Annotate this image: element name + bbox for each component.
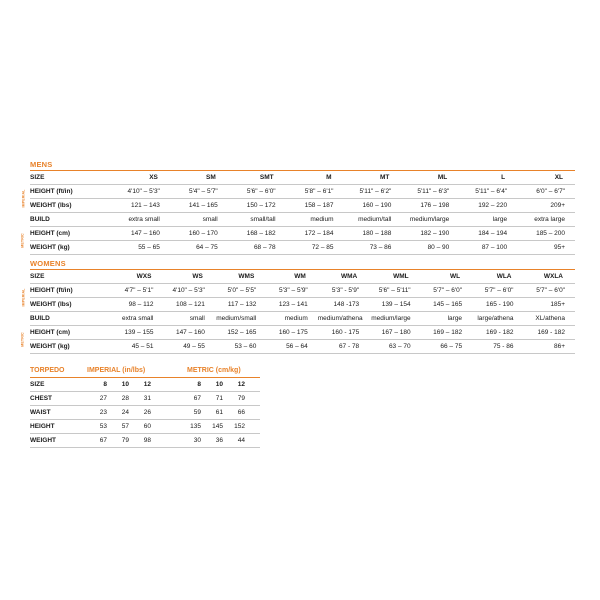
size-header: 12: [226, 378, 248, 392]
table-row: [30, 171, 575, 185]
table-row: [30, 378, 260, 392]
table-cell: 45 – 51: [112, 340, 163, 354]
table-cell: 49 – 55: [163, 340, 214, 354]
table-cell: 184 – 194: [459, 227, 517, 241]
table-cell: 169 - 182: [524, 326, 576, 340]
table-cell: medium/tall: [344, 213, 402, 227]
table-cell: 209+: [517, 199, 575, 213]
table-cell: 80 – 90: [401, 241, 459, 255]
row-label: WEIGHT (kg): [30, 340, 112, 354]
size-header: WMA: [318, 270, 369, 284]
table-cell: 185+: [524, 298, 576, 312]
table-cell: 53: [85, 420, 110, 434]
table-cell: 139 – 155: [112, 326, 163, 340]
table-cell: 139 – 154: [369, 298, 420, 312]
table-cell: medium/large: [401, 213, 459, 227]
table-cell: 95+: [517, 241, 575, 255]
table-cell: 67: [182, 392, 204, 406]
table-cell: 148 -173: [318, 298, 369, 312]
size-header: WXS: [112, 270, 163, 284]
womens-size-table: [21, 270, 575, 354]
table-cell: large: [421, 312, 472, 326]
size-label: SIZE: [30, 171, 112, 185]
table-cell: 72 – 85: [286, 241, 344, 255]
table-cell: 73 – 86: [344, 241, 402, 255]
table-cell: 145 – 165: [421, 298, 472, 312]
row-label: WEIGHT (kg): [30, 241, 112, 255]
table-cell: 67: [85, 434, 110, 448]
table-cell: 24: [110, 406, 132, 420]
size-label: SIZE: [30, 270, 112, 284]
table-row: [30, 199, 575, 213]
table-cell: 68 – 78: [228, 241, 286, 255]
table-cell: medium/large: [369, 312, 420, 326]
table-cell: 176 – 198: [401, 199, 459, 213]
table-cell: 57: [110, 420, 132, 434]
size-header: SMT: [228, 171, 286, 185]
torpedo-size-chart: [30, 365, 260, 448]
table-cell: 79: [226, 392, 248, 406]
table-row: [30, 284, 575, 298]
table-cell: 64 – 75: [170, 241, 228, 255]
table-cell: 152 – 165: [215, 326, 266, 340]
size-header: WMS: [215, 270, 266, 284]
table-cell: 150 – 172: [228, 199, 286, 213]
size-header: 8: [182, 378, 204, 392]
table-row: [30, 213, 575, 227]
table-cell: 66: [226, 406, 248, 420]
table-row: [30, 270, 575, 284]
table-cell: XL/athena: [524, 312, 576, 326]
size-label: SIZE: [30, 378, 85, 392]
row-label: IMPERIAL HEIGHT (ft/in): [30, 284, 112, 298]
table-cell: 55 – 65: [112, 241, 170, 255]
mens-section-title: MENS: [30, 160, 53, 169]
table-row: [30, 227, 575, 241]
table-row: [30, 185, 575, 199]
table-cell: 5'11" – 6'2": [344, 185, 402, 199]
table-cell: 5'4" – 5'7": [170, 185, 228, 199]
table-cell: 56 – 64: [266, 340, 317, 354]
table-cell: 147 – 160: [112, 227, 170, 241]
table-cell: 160 – 190: [344, 199, 402, 213]
size-header: 10: [204, 378, 226, 392]
table-cell: 117 – 132: [215, 298, 266, 312]
table-row: [30, 312, 575, 326]
table-cell: medium: [266, 312, 317, 326]
table-cell: 172 – 184: [286, 227, 344, 241]
table-row: [30, 241, 575, 255]
table-cell: 160 – 175: [266, 326, 317, 340]
table-cell: 180 – 188: [344, 227, 402, 241]
table-cell: 31: [132, 392, 154, 406]
table-cell: 28: [110, 392, 132, 406]
table-cell: large/athena: [472, 312, 523, 326]
table-cell: 121 – 143: [112, 199, 170, 213]
table-cell: 5'0" – 5'5": [215, 284, 266, 298]
size-header: 8: [85, 378, 110, 392]
size-header: WS: [163, 270, 214, 284]
table-cell: 5'11" – 6'3": [401, 185, 459, 199]
size-header: MT: [344, 171, 402, 185]
torpedo-size-table: [30, 378, 260, 448]
table-cell: 123 – 141: [266, 298, 317, 312]
table-cell: 71: [204, 392, 226, 406]
table-cell: 4'10" – 5'3": [163, 284, 214, 298]
table-cell: 61: [204, 406, 226, 420]
row-label: WEIGHT: [30, 434, 85, 448]
table-cell: 5'7" – 6'0": [421, 284, 472, 298]
table-cell: 169 – 182: [421, 326, 472, 340]
table-cell: 67 - 78: [318, 340, 369, 354]
table-cell: 53 – 60: [215, 340, 266, 354]
torpedo-header: [30, 365, 260, 377]
row-label: WEIGHT (lbs): [30, 199, 112, 213]
table-cell: 63 – 70: [369, 340, 420, 354]
size-header: WM: [266, 270, 317, 284]
table-cell: large: [459, 213, 517, 227]
table-cell: extra small: [112, 213, 170, 227]
table-row: [30, 298, 575, 312]
table-cell: 5'6" – 6'0": [228, 185, 286, 199]
table-cell: 135: [182, 420, 204, 434]
table-cell: 165 - 190: [472, 298, 523, 312]
table-cell: 87 – 100: [459, 241, 517, 255]
table-cell: 4'10" – 5'3": [112, 185, 170, 199]
imperial-side-label: IMPERIAL: [21, 189, 26, 207]
table-cell: small/tall: [228, 213, 286, 227]
row-label: WEIGHT (lbs): [30, 298, 112, 312]
table-cell: 5'3" – 5'9": [266, 284, 317, 298]
table-cell: 60: [132, 420, 154, 434]
size-header: L: [459, 171, 517, 185]
table-cell: 44: [226, 434, 248, 448]
size-header: XS: [112, 171, 170, 185]
row-label: WAIST: [30, 406, 85, 420]
table-cell: 75 - 86: [472, 340, 523, 354]
table-cell: small: [170, 213, 228, 227]
size-header: WLA: [472, 270, 523, 284]
table-cell: 5'11" – 6'4": [459, 185, 517, 199]
table-cell: 79: [110, 434, 132, 448]
table-cell: 145: [204, 420, 226, 434]
table-row: [30, 420, 260, 434]
table-cell: 5'7" – 6'0": [524, 284, 576, 298]
womens-section-title: WOMENS: [30, 259, 66, 268]
row-label: BUILD: [30, 213, 112, 227]
size-header: WXLA: [524, 270, 576, 284]
mens-size-table: [21, 171, 575, 255]
table-cell: 98: [132, 434, 154, 448]
metric-side-label: METRIC: [21, 331, 25, 347]
table-cell: extra small: [112, 312, 163, 326]
table-cell: 5'8" – 6'1": [286, 185, 344, 199]
table-cell: 36: [204, 434, 226, 448]
metric-heading: METRIC (cm/kg): [187, 367, 241, 374]
table-cell: 27: [85, 392, 110, 406]
imperial-side-label: IMPERIAL: [21, 288, 26, 306]
table-cell: 6'0" – 6'7": [517, 185, 575, 199]
table-cell: 152: [226, 420, 248, 434]
table-cell: 160 – 170: [170, 227, 228, 241]
table-cell: 192 – 220: [459, 199, 517, 213]
size-header: SM: [170, 171, 228, 185]
size-header: 12: [132, 378, 154, 392]
row-label: METRIC HEIGHT (cm): [30, 227, 112, 241]
table-cell: 147 – 160: [163, 326, 214, 340]
row-label: METRIC HEIGHT (cm): [30, 326, 112, 340]
table-cell: 141 – 165: [170, 199, 228, 213]
size-chart: [21, 160, 575, 354]
table-cell: 168 – 182: [228, 227, 286, 241]
table-cell: medium: [286, 213, 344, 227]
row-label: IMPERIAL HEIGHT (ft/in): [30, 185, 112, 199]
table-cell: 23: [85, 406, 110, 420]
row-label: CHEST: [30, 392, 85, 406]
table-cell: 185 – 200: [517, 227, 575, 241]
torpedo-section-title: TORPEDO: [30, 367, 65, 374]
size-header: WML: [369, 270, 420, 284]
metric-side-label: METRIC: [21, 232, 25, 248]
table-cell: 5'6" – 5'11": [369, 284, 420, 298]
table-cell: medium/athena: [318, 312, 369, 326]
table-row: [30, 326, 575, 340]
size-header: 10: [110, 378, 132, 392]
table-cell: extra large: [517, 213, 575, 227]
table-cell: 182 – 190: [401, 227, 459, 241]
table-row: [30, 340, 575, 354]
table-cell: 26: [132, 406, 154, 420]
table-row: [30, 392, 260, 406]
size-header: WL: [421, 270, 472, 284]
table-cell: 169 - 182: [472, 326, 523, 340]
table-cell: 160 - 175: [318, 326, 369, 340]
size-header: XL: [517, 171, 575, 185]
table-cell: 30: [182, 434, 204, 448]
size-header: ML: [401, 171, 459, 185]
table-cell: 4'7" – 5'1": [112, 284, 163, 298]
table-cell: 167 – 180: [369, 326, 420, 340]
imperial-heading: IMPERIAL (in/lbs): [87, 367, 146, 374]
table-row: [30, 434, 260, 448]
table-cell: 59: [182, 406, 204, 420]
table-cell: 108 – 121: [163, 298, 214, 312]
table-cell: small: [163, 312, 214, 326]
table-cell: medium/small: [215, 312, 266, 326]
table-row: [30, 406, 260, 420]
row-label: BUILD: [30, 312, 112, 326]
row-label: HEIGHT: [30, 420, 85, 434]
table-cell: 5'3" - 5'9": [318, 284, 369, 298]
table-cell: 66 – 75: [421, 340, 472, 354]
table-cell: 86+: [524, 340, 576, 354]
table-cell: 98 – 112: [112, 298, 163, 312]
table-cell: 158 – 187: [286, 199, 344, 213]
table-cell: 5'7" – 6'0": [472, 284, 523, 298]
size-header: M: [286, 171, 344, 185]
